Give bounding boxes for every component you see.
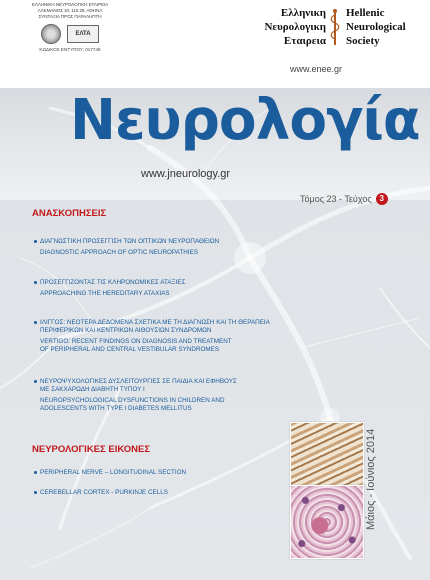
issue-date: Μάιος - Ιούνιος 2014	[365, 428, 377, 530]
postal-line: ΣΥΝΤΑΞΙΑ ΠΡΟΣ ΠΑΡΑΛΗΠΤΗ	[38, 14, 102, 19]
article-title-greek-text: ΝΕΥΡΟΨΥΧΟΛΟΓΙΚΕΣ ΔΥΣΛΕΙΤΟΥΡΓΙΕΣ ΣΕ ΠΑΙΔΙΑ ΚΑΙ ΕΦΗΒΟΥΣ	[40, 378, 237, 385]
article-title-english-cont: OF PERIPHERAL AND CENTRAL VESTIBULAR SYNDROMES	[40, 346, 220, 353]
bullet-icon	[34, 281, 37, 284]
postal-line: ΑΛΚΜΑΝΟΣ 10, 115 28, ΑΘΗΝΑ	[37, 8, 103, 13]
society-name-greek	[262, 6, 326, 48]
image-title-text: PERIPHERAL NERVE – LONGITUDINAL SECTION	[40, 469, 187, 476]
article-title-english: NEUROPSYCHOLOGICAL DYSFUNCTIONS IN CHILDREN AND	[40, 397, 225, 404]
image-title-text: CEREBELLAR CORTEX - PURKINJE CELLS	[40, 489, 168, 496]
postal-block	[20, 2, 120, 52]
article-entry	[34, 378, 344, 413]
bullet-icon	[34, 240, 37, 243]
elta-logo: ΕΛΤΑ	[67, 25, 99, 43]
article-title-english-cont: ADOLESCENTS WITH TYPE I DIABETES MELLITUS	[40, 405, 192, 412]
bullet-icon	[34, 321, 37, 324]
issue-number-badge: 3	[376, 193, 388, 205]
article-entry	[34, 279, 344, 298]
article-title-greek	[34, 378, 344, 386]
bullet-icon	[34, 491, 37, 494]
article-title-english: VERTIGO: RECENT FINDINGS ON DIAGNOSIS AND TREATMENT	[40, 338, 232, 345]
society-name-english	[346, 6, 426, 48]
bullet-icon	[34, 380, 37, 383]
journal-website[interactable]: www.jneurology.gr	[141, 168, 231, 180]
article-entry	[34, 319, 344, 354]
society-logo	[262, 6, 417, 62]
article-title-greek	[34, 279, 344, 287]
postal-code: ΚΩΔΙΚΟΣ ΕΝΤΥΠΟΥ: 017748	[39, 47, 101, 52]
article-title-greek-text: ΙΛΙΓΓΟΣ: ΝΕΟΤΕΡΑ ΔΕΔΟΜΕΝΑ ΣΧΕΤΙΚΑ ΜΕ ΤΗ ΔΙΑΓΝΩΣΗ ΚΑΙ ΤΗ ΘΕΡΑΠΕΙΑ	[40, 319, 270, 326]
article-title-english: APPROACHING THE HEREDITARY ATAXIAS	[40, 290, 170, 297]
postal-line: ΕΛΛΗΝΙΚΗ ΝΕΥΡΟΛΟΓΙΚΗ ΕΤΑΙΡΕΙΑ	[31, 2, 109, 7]
bullet-icon	[34, 471, 37, 474]
article-entry	[34, 238, 344, 257]
journal-title: Νευρολογία	[70, 88, 420, 153]
society-greek-line: Ελληνικη	[280, 7, 326, 19]
article-title-greek-cont: ΜΕ ΣΑΚΧΑΡΩΔΗ ΔΙΑΒΗΤΗ ΤΥΠΟΥ Ι	[40, 386, 145, 393]
purkinje-cells-micrograph	[290, 485, 364, 559]
article-title-greek-text: ΔΙΑΓΝΩΣΤΙΚΗ ΠΡΟΣΕΓΓΙΣΗ ΤΩΝ ΟΠΤΙΚΩΝ ΝΕΥΡΟΠΑΘΕΙΩΝ	[40, 238, 220, 245]
society-greek-line: Εταιρεια	[283, 35, 326, 47]
section-reviews-heading: ΑΝΑΣΚΟΠΗΣΕΙΣ	[32, 208, 107, 219]
society-english-line: Society	[346, 35, 380, 47]
peripheral-nerve-micrograph	[290, 422, 364, 486]
volume-label: Τόμος 23 - Τεύχος	[300, 194, 372, 204]
postal-logos	[20, 24, 120, 44]
section-images-heading: ΝΕΥΡΟΛΟΓΙΚΕΣ ΕΙΚΟΝΕΣ	[32, 444, 151, 455]
article-title-greek	[34, 238, 344, 246]
caduceus-emblem-icon	[328, 7, 342, 47]
article-title-greek-cont: ΠΕΡΙΦΕΡΙΚΩΝ ΚΑΙ ΚΕΝΤΡΙΚΩΝ ΑΙΘΟΥΣΙΩΝ ΣΥΝΔΡΟΜΩΝ	[40, 327, 212, 334]
postage-stamp-icon	[41, 24, 61, 44]
society-greek-line: Νευρολογικη	[264, 21, 326, 33]
society-english-line: Hellenic	[346, 7, 385, 19]
article-title-english: DIAGNOSTIC APPROACH OF OPTIC NEUROPATHIES	[40, 249, 198, 256]
society-english-line: Neurological	[346, 21, 406, 33]
society-website[interactable]: www.enee.gr	[290, 64, 343, 74]
article-title-greek	[34, 319, 344, 327]
volume-issue	[300, 193, 388, 205]
article-title-greek-text: ΠΡΟΣΕΓΓΙΖΟΝΤΑΣ ΤΙΣ ΚΛΗΡΟΝΟΜΙΚΕΣ ΑΤΑΞΙΕΣ	[40, 279, 186, 286]
